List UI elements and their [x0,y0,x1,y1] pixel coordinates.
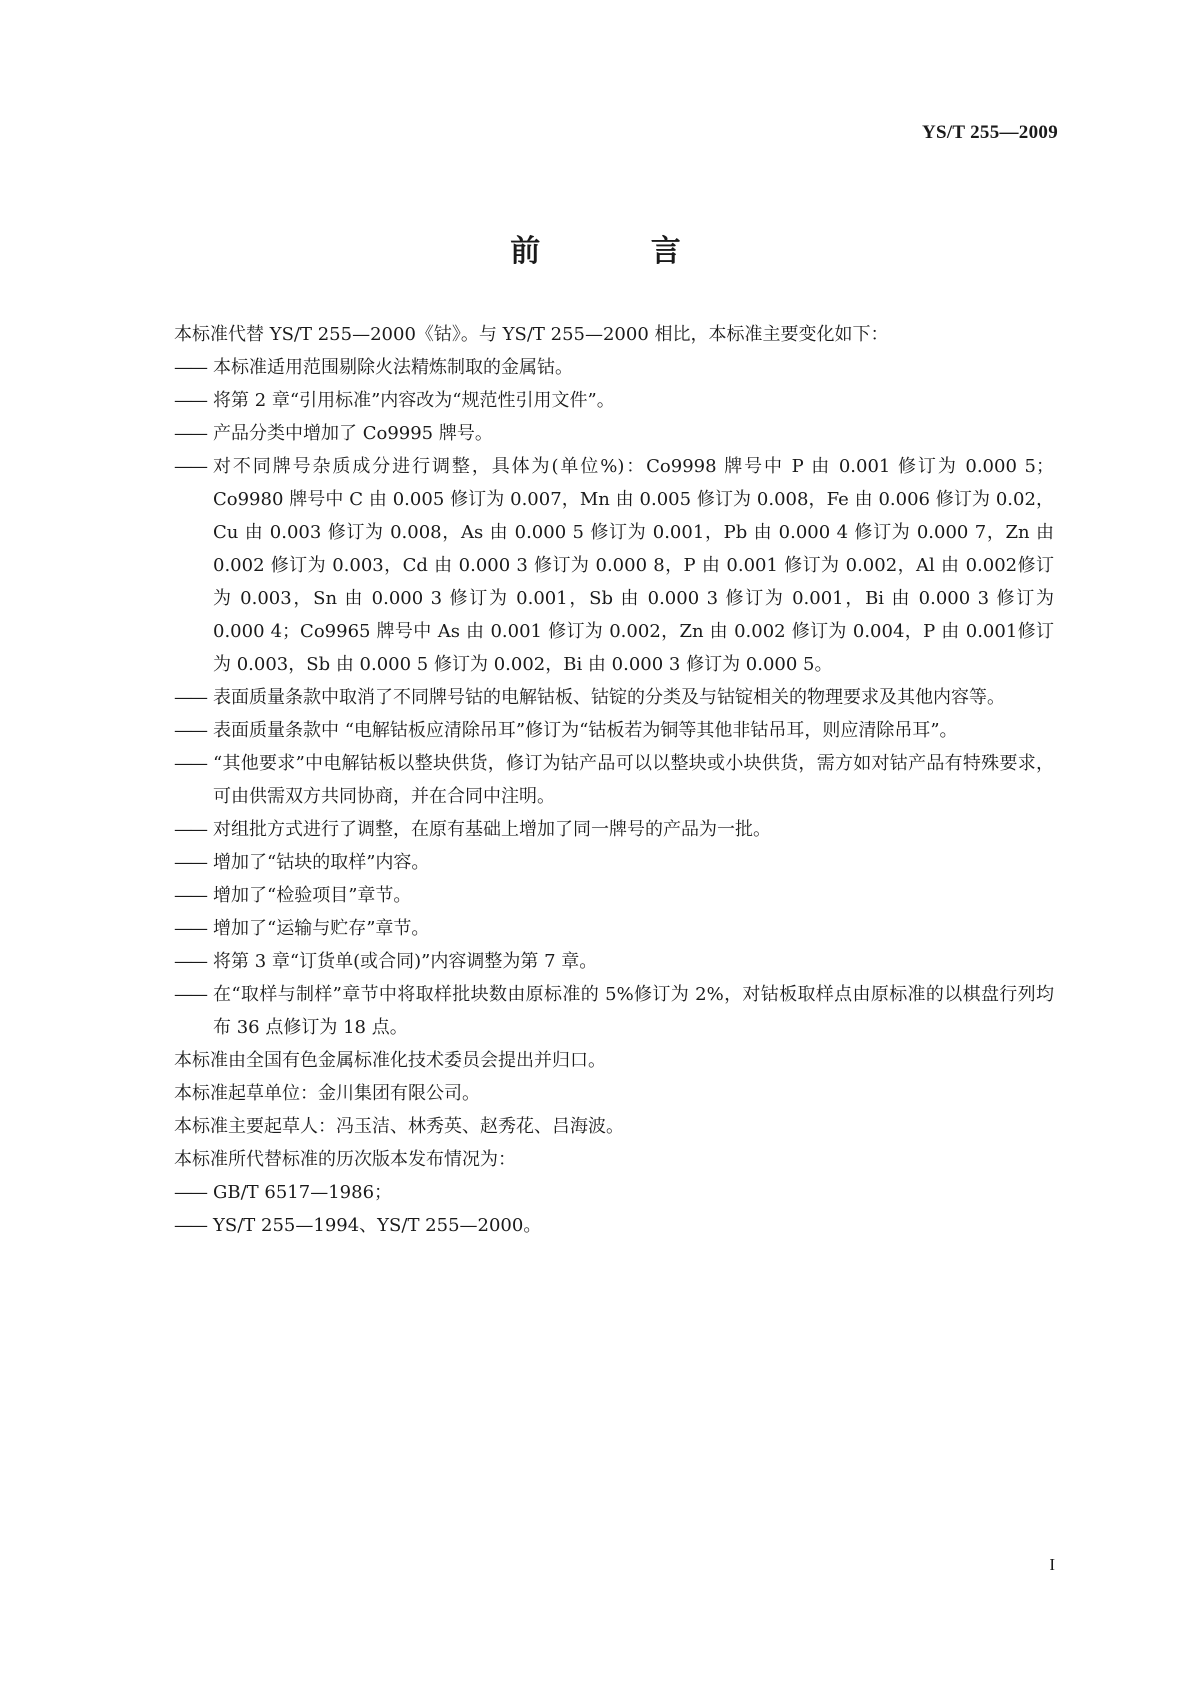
change-item-text: 增加了“运输与贮存”章节。 [213,918,430,939]
change-item-text: 表面质量条款中 “电解钴板应清除吊耳”修订为“钴板若为铜等其他非钴吊耳，则应清除吊耳”。 [213,720,958,741]
change-item-10 [174,879,1054,912]
intro-paragraph: 本标准代替 YS/T 255—2000《钴》。与 YS/T 255—2000 相比，本标准主要变化如下： [174,324,889,345]
drafters-note: 本标准主要起草人：冯玉洁、林秀英、赵秀花、吕海波。 [174,1116,624,1137]
dash-marker: —— [174,720,206,741]
page-title: 前 言 [510,234,731,269]
change-item-7 [174,747,1054,813]
change-item-text: 增加了“钴块的取样”内容。 [213,852,430,873]
dash-marker: —— [174,357,206,378]
change-item-text: 在“取样与制样”章节中将取样批块数由原标准的 5%修订为 2%，对钴板取样点由原标准的以棋盘行列均布 36 点修订为 18 点。 [213,984,1054,1038]
history-intro: 本标准所代替标准的历次版本发布情况为： [174,1149,516,1170]
change-item-13 [174,978,1054,1044]
change-item-4 [174,450,1054,681]
change-item-6 [174,714,1054,747]
dash-marker: —— [174,1215,206,1236]
change-item-text: 将第 3 章“订货单(或合同)”内容调整为第 7 章。 [213,951,598,972]
change-item-2 [174,384,1054,417]
change-item-text: 增加了“检验项目”章节。 [213,885,412,906]
page-number: I [1049,1555,1055,1574]
history-item-2 [174,1209,1054,1242]
history-item-1 [174,1176,1054,1209]
dash-marker: —— [174,423,206,444]
change-item-text: 对组批方式进行了调整，在原有基础上增加了同一牌号的产品为一批。 [213,819,771,840]
dash-marker: —— [174,885,206,906]
change-item-3 [174,417,1054,450]
dash-marker: —— [174,984,206,1005]
dash-marker: —— [174,918,206,939]
dash-marker: —— [174,687,206,708]
history-item-text: GB/T 6517—1986； [213,1182,393,1203]
change-item-text: 表面质量条款中取消了不同牌号钴的电解钴板、钴锭的分类及与钴锭相关的物理要求及其他内容等。 [213,687,1005,708]
standard-code: YS/T 255—2009 [921,122,1058,143]
document-body [174,318,1054,1242]
dash-marker: —— [174,753,206,774]
dash-marker: —— [174,819,206,840]
change-item-8 [174,813,1054,846]
change-item-text: 本标准适用范围剔除火法精炼制取的金属钴。 [213,357,573,378]
change-item-text: 将第 2 章“引用标准”内容改为“规范性引用文件”。 [213,390,615,411]
dash-marker: —— [174,390,206,411]
change-item-text: 产品分类中增加了 Co9995 牌号。 [213,423,493,444]
change-item-1 [174,351,1054,384]
dash-marker: —— [174,1182,206,1203]
change-item-11 [174,912,1054,945]
proposer-note: 本标准由全国有色金属标准化技术委员会提出并归口。 [174,1050,606,1071]
dash-marker: —— [174,852,206,873]
drafting-unit-note: 本标准起草单位：金川集团有限公司。 [174,1083,480,1104]
history-item-text: YS/T 255—1994、YS/T 255—2000。 [213,1215,542,1236]
change-item-12 [174,945,1054,978]
change-item-9 [174,846,1054,879]
change-item-text: 对不同牌号杂质成分进行调整，具体为(单位%)：Co9998 牌号中 P 由 0.001 修订为 0.000 5；Co9980 牌号中 C 由 0.005 修订为 0.007，Mn 由 0.005 修订为 0.008，Fe 由 0.006 修订为 0.02，Cu 由 0.003 修订为 0.008，As 由 0.000 5 修订为 0.001，Pb 由 0.000 4 修订为 0.000 7，Zn 由 0.002 修订为 0.003，Cd 由 0.000 3 修订为 0.000 8，P 由 0.001 修订为 0.002，Al 由 0.002修订为 0.003，Sn 由 0.000 3 修订为 0.001，Sb 由 0.000 3 修订为 0.001，Bi 由 0.000 3 修订为 0.000 4；Co9965 牌号中 As 由 0.001 修订为 0.002，Zn 由 0.002 修订为 0.004，P 由 0.001修订为 0.003，Sb 由 0.000 5 修订为 0.002，Bi 由 0.000 3 修订为 0.000 5。 [213,456,1054,675]
change-item-5 [174,681,1054,714]
change-item-text: “其他要求”中电解钴板以整块供货，修订为钴产品可以以整块或小块供货，需方如对钴产品有特殊要求，可由供需双方共同协商，并在合同中注明。 [213,753,1054,807]
dash-marker: —— [174,456,206,477]
dash-marker: —— [174,951,206,972]
